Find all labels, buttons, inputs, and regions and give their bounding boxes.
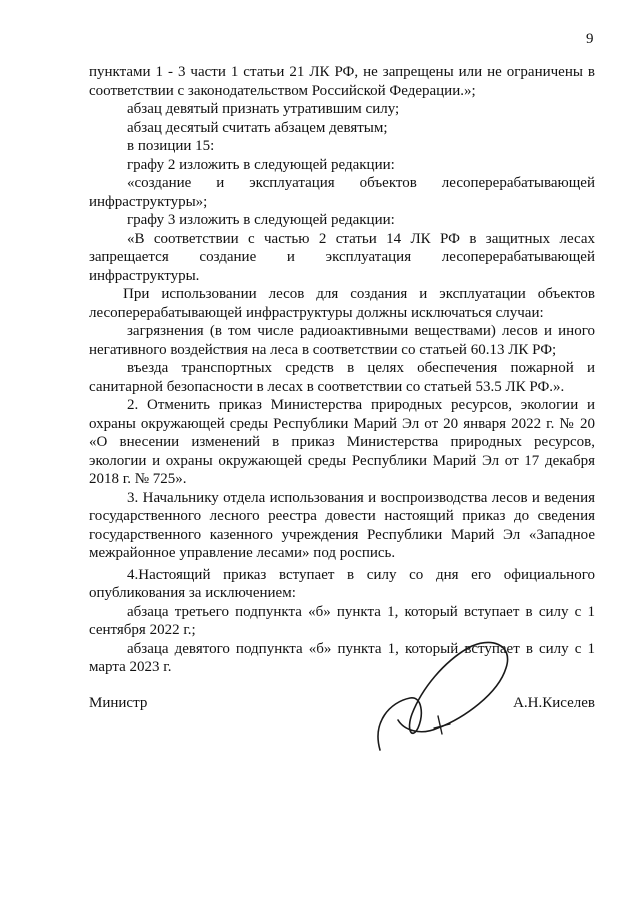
document-body <box>89 63 595 677</box>
paragraph-continuation: пунктами 1 - 3 части 1 статьи 21 ЛК РФ, не запрещены или не ограничены в соответствии с законодательством Российской Федерации.»; <box>89 64 595 99</box>
paragraph-item: абзац девятый признать утратившим силу; <box>127 101 400 117</box>
paragraph-item: абзац десятый считать абзацем девятым; <box>127 119 388 136</box>
paragraph-item: «В соответствии с частью 2 статьи 14 ЛК РФ в защитных лесах запрещается создание и эксплуатация лесоперерабатывающей инфраструктуры. <box>89 230 595 284</box>
paragraph-item: абзаца третьего подпункта «б» пункта 1, который вступает в силу с 1 сентября 2022 г.; <box>89 603 595 638</box>
signer-title: Министр <box>89 695 148 711</box>
paragraph-item: графу 3 изложить в следующей редакции: <box>127 212 395 228</box>
paragraph-item: загрязнения (в том числе радиоактивными веществами) лесов и иного негативного воздействия на леса в соответствии со статьей 60.13 ЛК РФ; <box>89 323 595 358</box>
paragraph-section-4: 4.Настоящий приказ вступает в силу со дня его официального опубликования за исключением: <box>89 566 595 601</box>
signer-name: А.Н.Киселев <box>513 695 595 711</box>
paragraph-section-2: 2. Отменить приказ Министерства природных ресурсов, экологии и охраны окружающей среды Республики Марий Эл от 20 января 2022 г. № 20 «О внесении изменений в приказ Министерства природных ресурсов, экологии и охраны окружающей среды Республики Марий Эл от 17 декабря 2018 г. № 725». <box>89 397 595 487</box>
page-number: 9 <box>586 31 594 47</box>
paragraph-item: При использовании лесов для создания и эксплуатации объектов лесоперерабатывающей инфраструктуры должны исключаться случаи: <box>89 286 595 321</box>
paragraph-section-3: 3. Начальнику отдела использования и воспроизводства лесов и ведения государственного лесного реестра довести настоящий приказ до сведения государственного казенного учреждения Республики Марий Эл «Западное межрайонное управление лесами» под роспись. <box>89 489 595 561</box>
paragraph-item: въезда транспортных средств в целях обеспечения пожарной и санитарной безопасности в лесах в соответствии со статьей 53.5 ЛК РФ.». <box>89 360 595 395</box>
handwritten-signature <box>368 636 518 756</box>
paragraph-item: в позиции 15: <box>127 138 215 154</box>
paragraph-item: графу 2 изложить в следующей редакции: <box>127 156 395 173</box>
paragraph-item: «создание и эксплуатация объектов лесоперерабатывающей инфраструктуры»; <box>89 175 595 210</box>
paragraph-item: абзаца девятого подпункта «б» пункта 1, который вступает в силу с 1 марта 2023 г. <box>89 640 595 675</box>
